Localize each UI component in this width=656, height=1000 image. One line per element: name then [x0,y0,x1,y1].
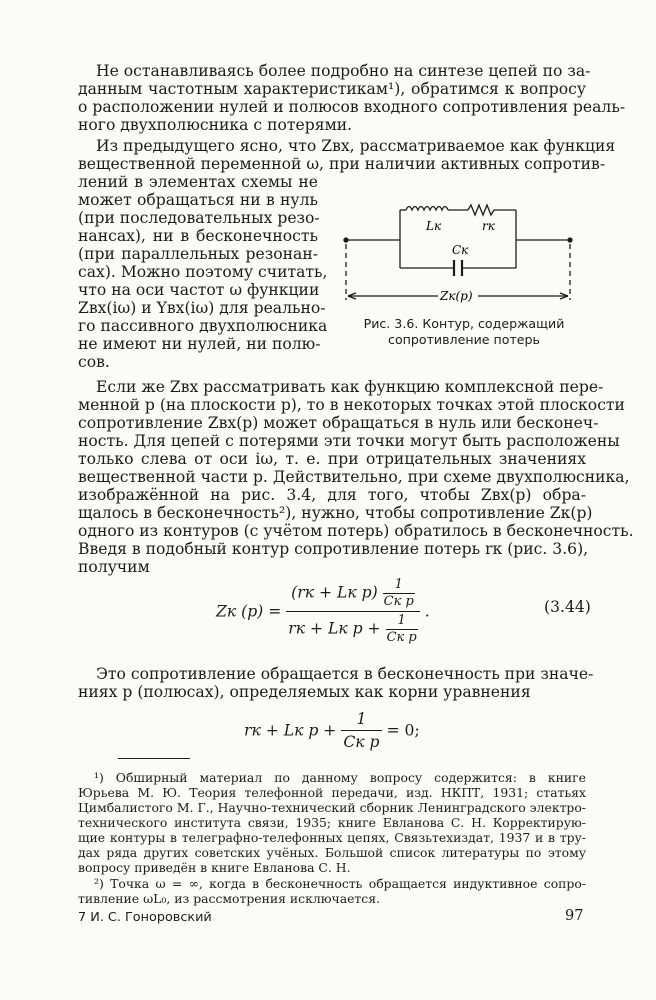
signature-mark: 7 И. С. Гоноровский [78,910,212,925]
paragraph3-line: получим [78,558,150,576]
equation-3-44 [216,578,430,645]
label-resistance: rк [482,219,495,233]
terminal-left [344,238,348,242]
paragraph2-narrow-line: (при параллельных резонан- [78,245,318,263]
paragraph2-narrow-line: го пассивного двухполюсника [78,317,328,335]
paragraph1-line: о расположении нулей и полюсов входного сопротивления реаль- [78,98,626,116]
paragraph3-line: Введя в подобный контур сопротивление потерь rк (рис. 3.6), [78,540,589,558]
paragraph3-line: изображённой на рис. 3.4, для того, чтобы Zвх(p) обра- [78,486,586,504]
numerator-inner-den: Cк p [383,594,414,609]
footnote1-line: Юрьева М. Ю. Теория телефонной передачи, изд. НКПТ, 1931; статьях [78,785,586,800]
page-number: 97 [565,908,584,924]
footnote2-line: тивление ωL₀, из рассмотрения исключается. [78,891,380,906]
denominator-inner-fraction [386,614,418,645]
paragraph2-line: вещественной переменной ω, при наличии активных сопротив- [78,155,606,173]
inductor-coil [406,207,448,211]
paragraph2-narrow-line: нансах), ни в бесконечность [78,227,318,245]
equation-number: (3.44) [544,598,591,616]
denominator-term: rк + Lк p + [288,619,381,638]
paragraph1-line: ного двухполюсника с потерями. [78,116,353,134]
paragraph3-line: вещественной части p. Действительно, при схеме двухполюсника, [78,468,630,486]
roots-right: = 0; [386,721,420,740]
paragraph3-line: только слева от оси iω, т. е. при отрицательных значениях [78,450,586,468]
resistor-zigzag [468,205,494,215]
footnote1-line: Цимбалистого М. Г., Научно-технический сборник Ленинградского электро- [78,800,586,815]
paragraph3-line: щалось в бесконечность²), нужно, чтобы сопротивление Zк(p) [78,504,593,522]
circuit-figure [340,196,588,311]
terminal-right [568,238,572,242]
paragraph1-line: Не останавливаясь более подробно на синтезе цепей по за- [96,62,591,80]
circuit-diagram [340,196,588,311]
paragraph2-narrow-line: сах). Можно поэтому считать, [78,263,328,281]
label-inductance: Lк [426,219,442,233]
denominator-inner-num: 1 [397,613,406,628]
roots-fraction-num: 1 [356,710,367,728]
paragraph3-line: Если же Zвх рассматривать как функцию комплексной пере- [96,378,604,396]
footnote-divider [118,758,190,759]
denominator-inner-den: Cк p [386,630,417,645]
paragraph2-narrow-line: может обращаться ни в нуль [78,191,318,209]
paragraph2-narrow-line: лений в элементах схемы не [78,173,318,191]
equation-lhs: Zк (p) = [216,602,282,621]
paragraph2-narrow-line: что на оси частот ω функции [78,281,320,299]
paragraph4-line: ниях p (полюсах), определяемых как корни уравнения [78,683,531,701]
footnote1-line: дах ряда других советских учёных. Большой список литературы по этому [78,845,586,860]
footnote2-line: ²) Точка ω = ∞, когда в бесконечность обращается индуктивное сопро- [94,876,586,891]
figure-caption-line: Рис. 3.6. Контур, содержащий [363,316,565,331]
footnote1-line: вопросу приведён в книге Евланова С. Н. [78,860,351,875]
label-impedance: Zк(p) [440,289,473,303]
paragraph2-narrow-line: (при последовательных резо- [78,209,320,227]
paragraph2-narrow-line: не имеют ни нулей, ни полю- [78,335,321,353]
equation-roots [244,710,420,751]
roots-fraction [341,710,381,751]
figure-caption-line: сопротивление потерь [388,332,540,347]
footnote1-line: ¹) Обширный материал по данному вопросу содержится: в книге [94,770,586,785]
equation-period: . [424,602,430,621]
footnote1-line: технического института связи, 1935; книге Евланова С. Н. Корректирую- [78,815,586,830]
paragraph2-line: Из предыдущего ясно, что Zвх, рассматриваемое как функция [96,137,616,155]
paragraph3-line: менной p (на плоскости p), то в некоторых точках этой плоскости [78,396,625,414]
numerator-inner-num: 1 [394,577,403,592]
paragraph1-line: данным частотным характеристикам¹), обратимся к вопросу [78,80,586,98]
paragraph4-line: Это сопротивление обращается в бесконечность при значе- [96,665,594,683]
paragraph2-narrow-line: Zвх(iω) и Yвх(iω) для реально- [78,299,326,317]
equation-main-fraction [286,578,420,645]
roots-fraction-den: Cк p [341,730,381,751]
paragraph3-line: ность. Для цепей с потерями эти точки могут быть расположены [78,432,620,450]
numerator-term: (rк + Lк p) [291,583,378,602]
paragraph3-line: сопротивление Zвх(p) может обращаться в нуль или бесконеч- [78,414,599,432]
label-capacitance: Cк [452,243,469,257]
roots-left: rк + Lк p + [244,721,337,740]
numerator-inner-fraction [383,578,415,609]
paragraph3-line: одного из контуров (с учётом потерь) обратилось в бесконечность. [78,522,634,540]
paragraph2-narrow-line: сов. [78,353,110,371]
footnote1-line: щие контуры в телеграфно-телефонных цепях, Связьтехиздат, 1937 и в тру- [78,830,586,845]
